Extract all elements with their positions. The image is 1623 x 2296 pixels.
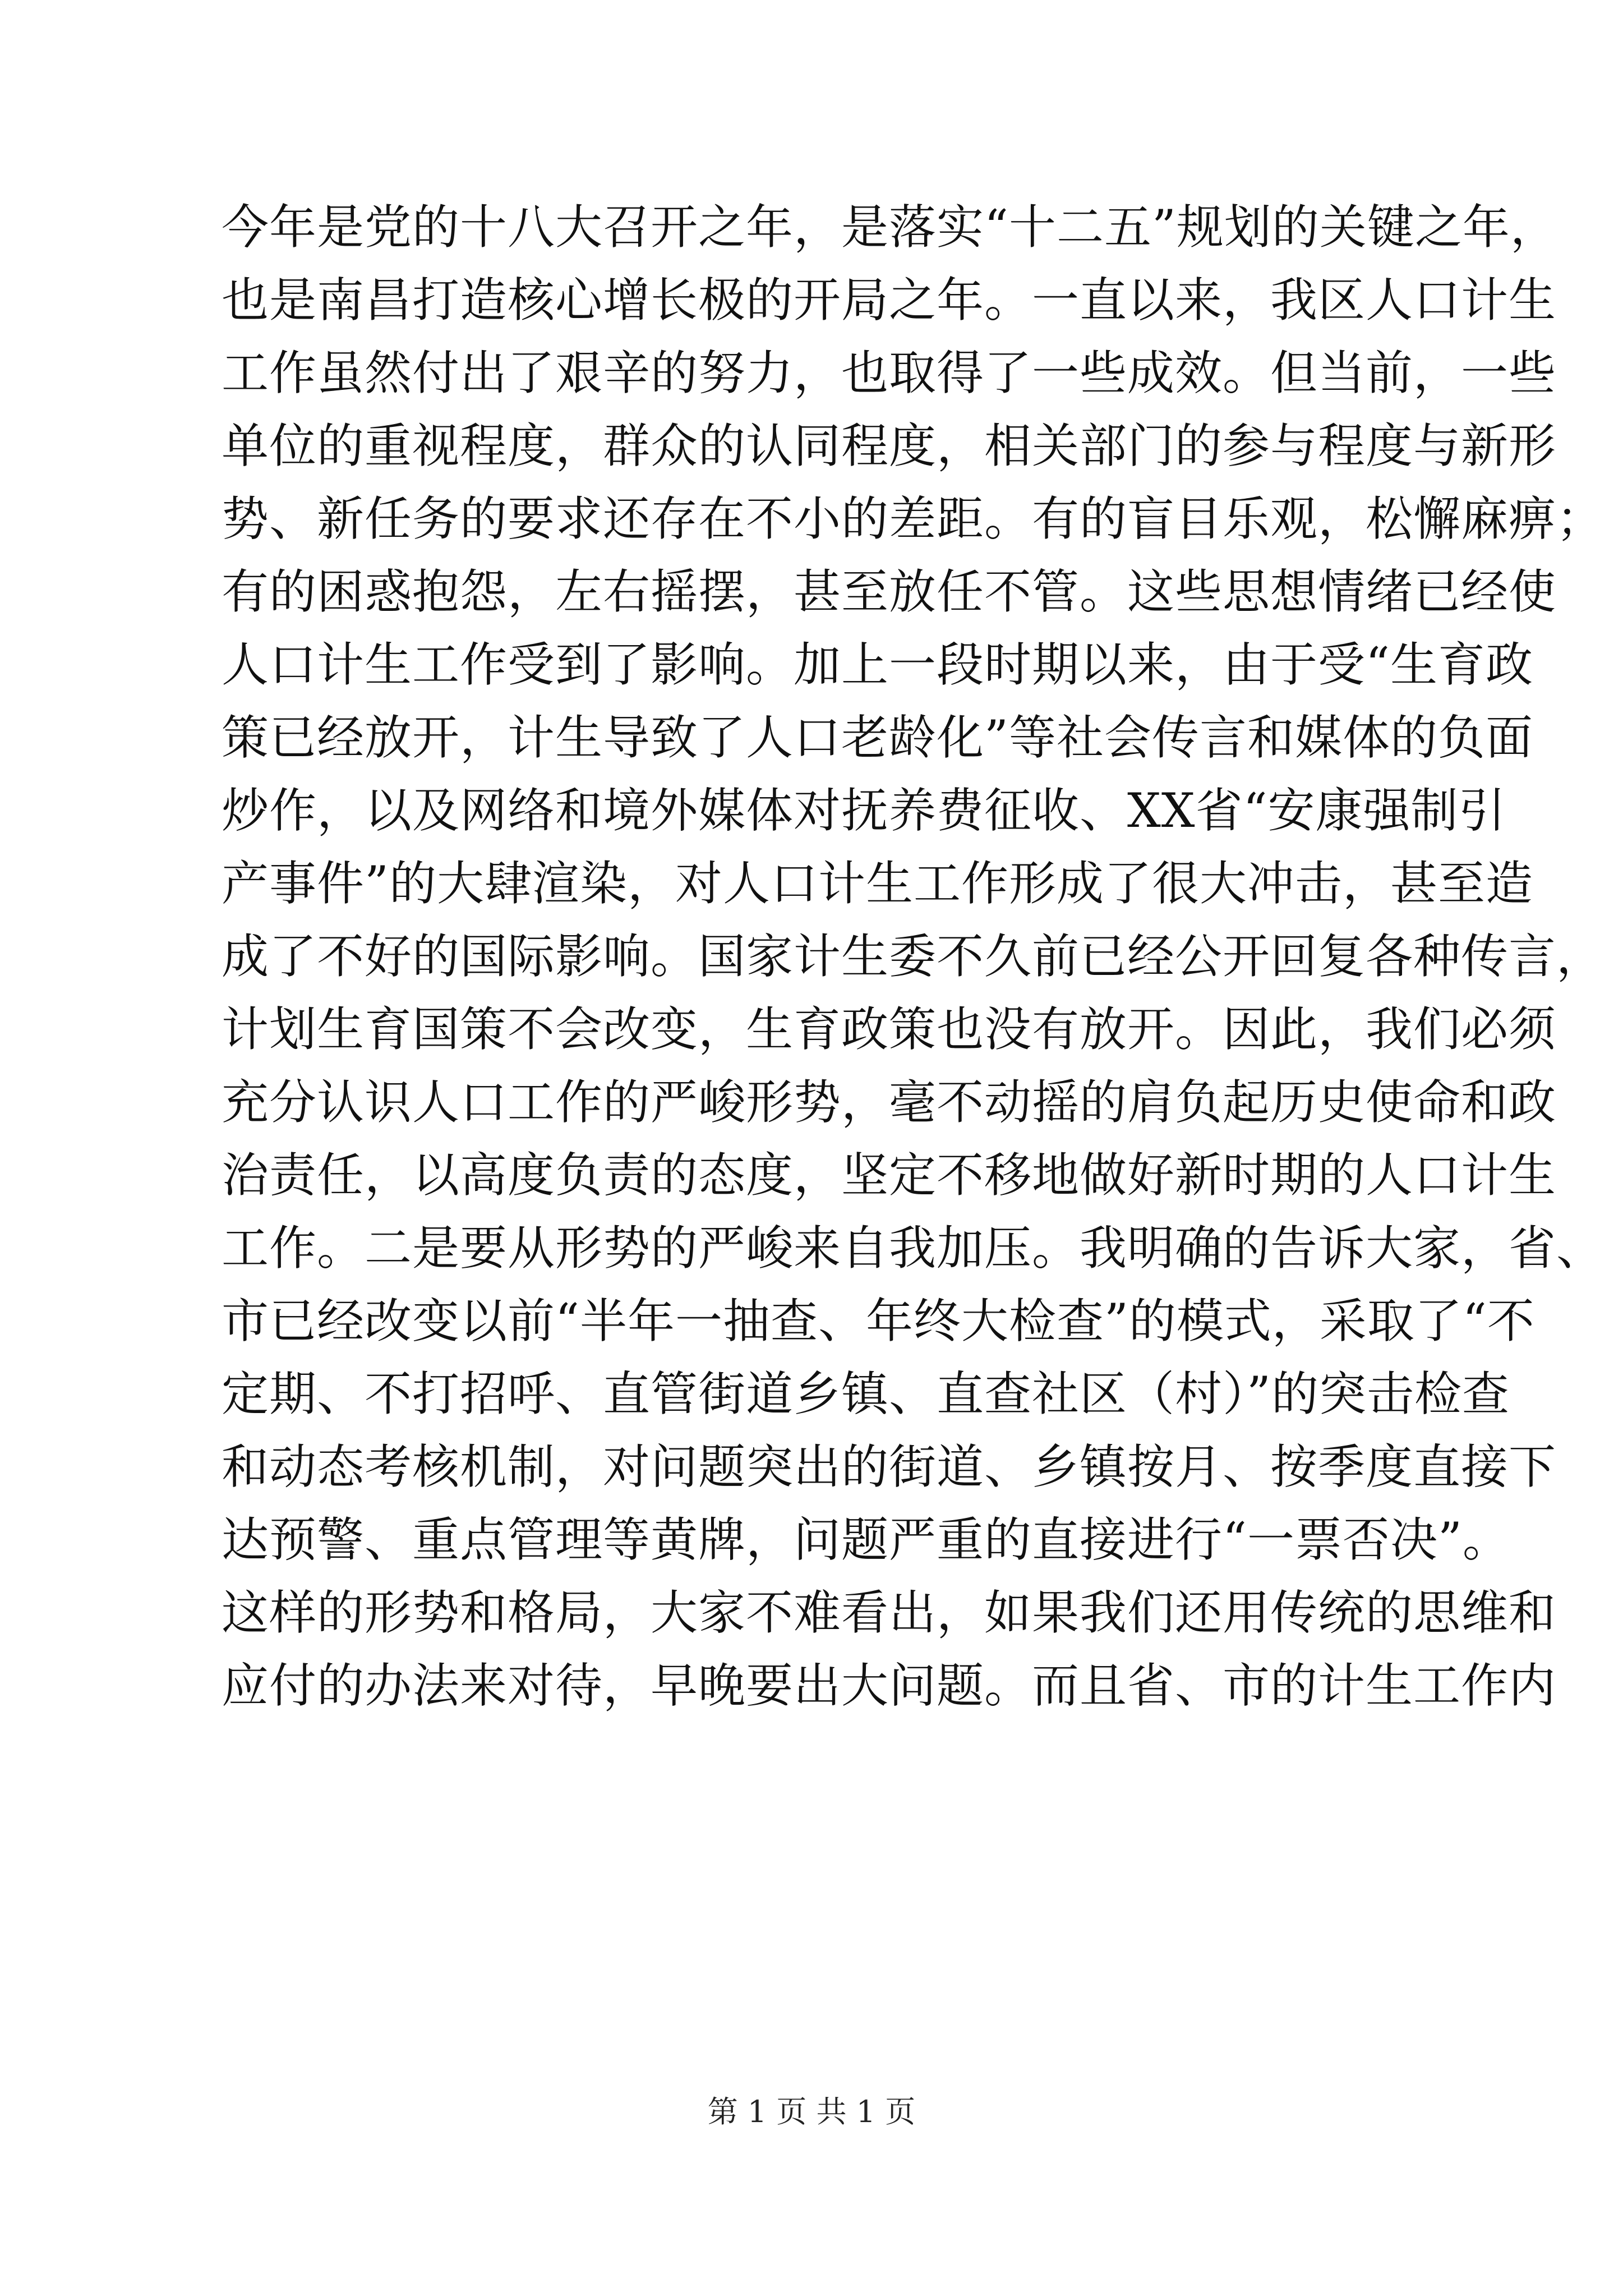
text-line: 计划生育国策不会改变，生育政策也没有放开。因此，我们必须 — [222, 1002, 1557, 1057]
text-line: 定期、不打招呼、直管街道乡镇、直查社区（村）”的突击检查 — [222, 1366, 1510, 1421]
text-line: 单位的重视程度，群众的认同程度，相关部门的参与程度与新形 — [222, 418, 1557, 473]
text-line: 炒作，以及网络和境外媒体对抚养费征收、XX省“安康强制引 — [222, 783, 1506, 838]
page-footer — [0, 2090, 1623, 2134]
body-paragraph — [222, 191, 1604, 1722]
text-line: 市已经改变以前“半年一抽查、年终大检查”的模式，采取了“不 — [222, 1294, 1535, 1349]
text-line: 策已经放开，计生导致了人口老龄化”等社会传言和媒体的负面 — [222, 710, 1533, 765]
text-line: 今年是党的十八大召开之年，是落实“十二五”规划的关键之年， — [222, 200, 1558, 255]
text-line: 成了不好的国际影响。国家计生委不久前已经公开回复各种传言， — [222, 929, 1604, 984]
text-line: 应付的办法来对待，早晚要出大问题。而且省、市的计生工作内 — [222, 1658, 1557, 1713]
text-line: 达预警、重点管理等黄牌，问题严重的直接进行“一票否决”。 — [222, 1512, 1510, 1567]
text-line: 这样的形势和格局，大家不难看出，如果我们还用传统的思维和 — [222, 1585, 1557, 1640]
text-line: 充分认识人口工作的严峻形势，毫不动摇的肩负起历史使命和政 — [222, 1075, 1557, 1130]
text-line: 有的困惑抱怨，左右摇摆，甚至放任不管。这些思想情绪已经使 — [222, 564, 1557, 619]
text-line: 也是南昌打造核心增长极的开局之年。一直以来，我区人口计生 — [222, 273, 1557, 328]
text-line: 和动态考核机制，对问题突出的街道、乡镇按月、按季度直接下 — [222, 1439, 1557, 1494]
text-line: 人口计生工作受到了影响。加上一段时期以来，由于受“生育政 — [222, 637, 1533, 692]
text-line: 势、新任务的要求还存在不小的差距。有的盲目乐观，松懈麻痹； — [222, 491, 1604, 546]
page-number-label: 第 1 页 共 1 页 — [707, 2094, 916, 2129]
text-line: 治责任，以高度负责的态度，坚定不移地做好新时期的人口计生 — [222, 1148, 1557, 1203]
text-line: 工作虽然付出了艰辛的努力，也取得了一些成效。但当前，一些 — [222, 346, 1557, 401]
text-line: 工作。二是要从形势的严峻来自我加压。我明确的告诉大家，省、 — [222, 1221, 1604, 1276]
text-line: 产事件”的大肆渲染，对人口计生工作形成了很大冲击，甚至造 — [222, 856, 1533, 911]
